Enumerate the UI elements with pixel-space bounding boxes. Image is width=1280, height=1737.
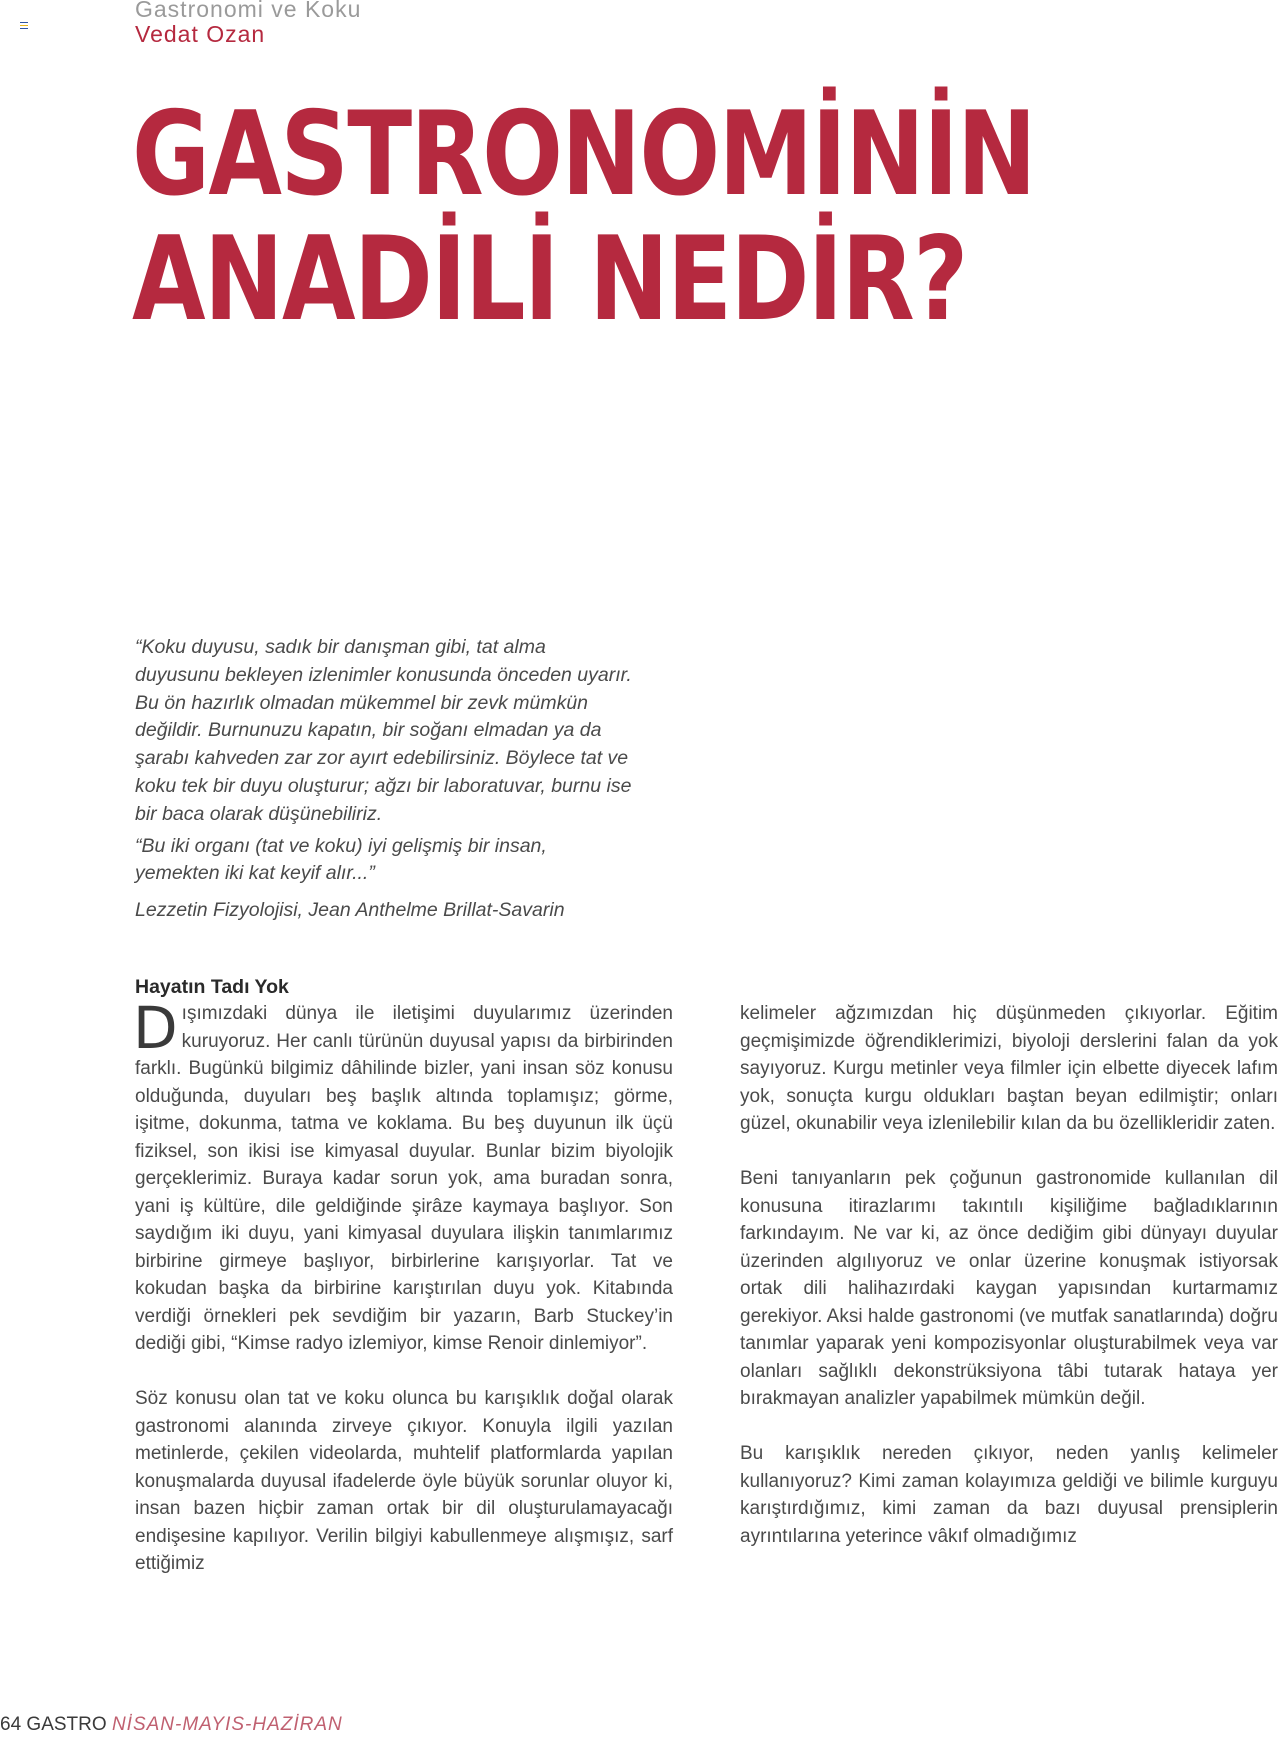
quote-paragraph-1: “Koku duyusu, sadık bir danışman gibi, tat alma duyusunu bekleyen izlenimler konusunda önceden uyarır. Bu ön hazırlık olmadan mükemmel bir zevk mümkün değildir. Burnunuzu kapatın, bir soğanı elmadan ya da şarabı kahveden zar zor ayırt edebilirsiniz. Böylece tat ve koku tek bir duyu oluşturur; ağzı bir laboratuvar, burnu ise bir baca olarak düşünebiliriz. bbox=[135, 636, 632, 825]
menu-bar-top bbox=[20, 22, 28, 23]
article-paragraph: Beni tanıyanların pek çoğunun gastronomide kullanılan dil konusuna itirazlarımı takıntılı kişiliğime bağladıklarının farkındayım. Ne var ki, az önce dediğim gibi dünyayı duyular üzerinden algılıyoruz ve onlar üzerine konuşmak istiyorsak ortak dili halihazırdaki kaygan yapısından kurtarmamız gerekiyor. Aksi halde gastronomi (ve mutfak sanatlarında) doğru tanımlar yaparak yeni kompozisyonlar oluşturabilmek veya var olanları sağlıklı dekonstrüksiyona tâbi tutarak hataya yer bırakmayan analizler yapabilmek mümkün değil. bbox=[740, 1168, 1278, 1409]
article-paragraph: Söz konusu olan tat ve koku olunca bu karışıklık doğal olarak gastronomi alanında zirveye çıkıyor. Konuyla ilgili yazılan metinlerde, çekilen videolarda, muhtelif platformlarda yapılan konuşmalarda duyusal ifadelerde öyle büyük sorunlar oluyor ki, insan bazen hiçbir zaman ortak bir dil oluşturulamayacağı endişesine kapılıyor. Verilin bilgiyi kabullenmeye alışmışız, sarf ettiğimiz bbox=[135, 1388, 673, 1574]
article-column-1 bbox=[133, 994, 673, 1605]
headline bbox=[132, 87, 1035, 347]
page-number: 64 bbox=[0, 1714, 22, 1735]
magazine-name: GASTRO bbox=[26, 1714, 107, 1735]
article-paragraph: Bu karışıklık nereden çıkıyor, neden yanlış kelimeler kullanıyoruz? Kimi zaman kolayımıza geldiği ve bilimle kurguyu karıştırdığımız, kimi zaman da bazı duyusal prensiplerin ayrıntılarına yeterince vâkıf olmadığımız bbox=[740, 1443, 1278, 1547]
headline-line-1: GASTRONOMİNİN bbox=[132, 87, 1035, 222]
paragraph-text: ışımızdaki dünya ile iletişimi duyularımız üzerinden kuruyoruz. Her canlı türünün duyusal yapısı da birbirinden farklı. Bugünkü bilgimiz dâhilinde bizler, yani insan söz konusu olduğunda, duyuları beş başlık altında toplamışız; görme, işitme, dokunma, tatma ve koklama. Bu beş duyunun ilk üçü fiziksel, son ikisi ise kimyasal duyular. Bunlar bizim biyolojik gerçeklerimiz. Buraya kadar sorun yok, ama buradan sonra, yani iş kültüre, dile geldiğinde şirâze kaymaya başlıyor. Son saydığım iki duyu, yani kimyasal duyulara ilişkin tanımlarımız birbirine girmeye başlıyor, birbirlerine karışıyorlar. Tat ve kokudan başka da birbirine karıştırılan duyu yok. Kitabında verdiği örnekleri pek sevdiğim bir yazarın, Barb Stuckey’in dediği gibi, “Kimse radyo izlemiyor, kimse Renoir dinlemiyor”. bbox=[135, 1003, 673, 1354]
article-paragraph bbox=[133, 994, 673, 1358]
article-subheading: Hayatın Tadı Yok bbox=[135, 976, 289, 998]
article-paragraph: kelimeler ağzımızdan hiç düşünmeden çıkıyorlar. Eğitim geçmişimizde öğrendiklerimizi, biyoloji derslerini falan da yok sayıyoruz. Kurgu metinler veya filmler için elbette diyecek lafım yok, sonuçta kurgu oldukları baştan beyan edilmiştir; onları güzel, okunabilir veya izlenilebilir kılan da bu özellikleridir zaten. bbox=[740, 1003, 1278, 1134]
issue-label: NİSAN-MAYIS-HAZİRAN bbox=[111, 1714, 343, 1735]
quote-source: Lezzetin Fizyolojisi, Jean Anthelme Brillat-Savarin bbox=[135, 899, 565, 922]
menu-bar-bottom bbox=[20, 28, 28, 29]
author-name: Vedat Ozan bbox=[135, 21, 266, 47]
headline-line-2: ANADİLİ NEDİR? bbox=[132, 212, 967, 347]
article-column-2 bbox=[740, 1000, 1278, 1578]
quote-paragraph-2: “Bu iki organı (tat ve koku) iyi gelişmiş bir insan, yemekten iki kat keyif alır...” bbox=[135, 834, 547, 885]
hamburger-icon[interactable] bbox=[20, 22, 28, 29]
menu-bar-middle bbox=[20, 25, 28, 26]
epigraph-quote bbox=[135, 634, 635, 925]
page-footer bbox=[0, 1714, 343, 1736]
drop-cap: D bbox=[133, 994, 178, 1062]
section-title: Gastronomi ve Koku bbox=[135, 0, 362, 22]
